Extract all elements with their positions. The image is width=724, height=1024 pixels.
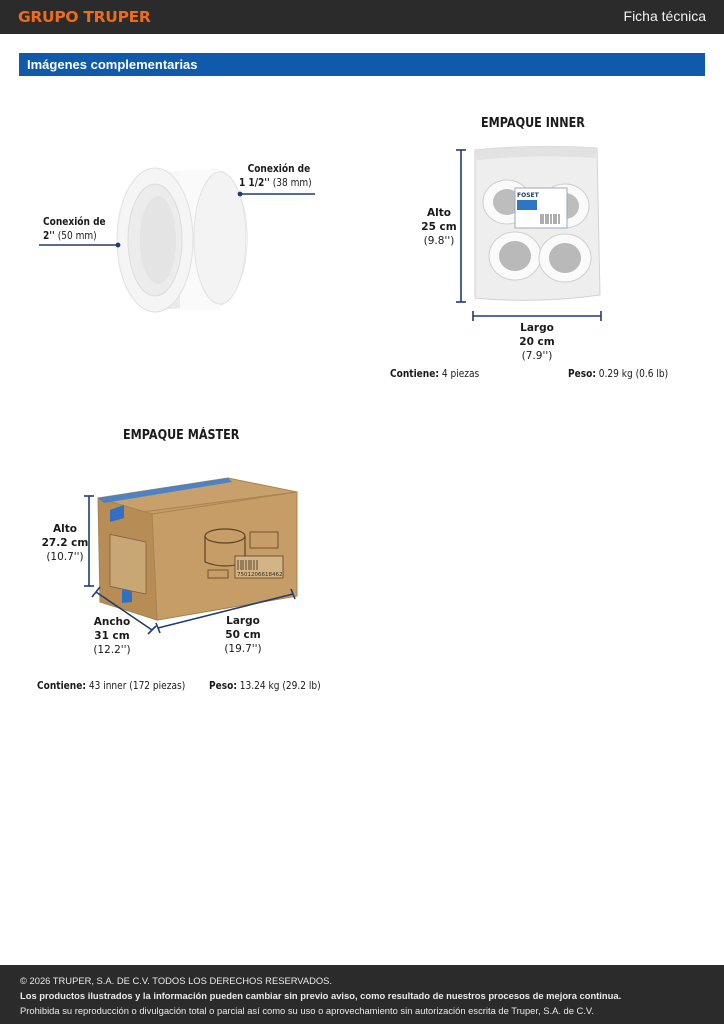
footer <box>0 965 724 1024</box>
master-alto-imperial: (10.7'') <box>46 551 84 563</box>
master-alto-title: Alto <box>53 523 77 535</box>
footer-prohibition: Prohibida su reproducción o divulgación total o parcial así como su uso o aprovechamiento sin autorización escrita de Truper, S.A. de C.V. <box>20 1005 594 1016</box>
inner-weight <box>568 367 668 381</box>
box-barcode-text: 7501206618462 <box>237 572 283 578</box>
master-ancho-label <box>86 615 138 657</box>
master-alto-label <box>39 522 91 564</box>
connection-right-label <box>239 162 312 190</box>
connection-right-title: Conexión de <box>247 163 311 175</box>
inner-contains <box>390 367 479 381</box>
master-weight-value: 13.24 kg (29.2 lb) <box>239 680 321 692</box>
master-largo-value: 50 cm <box>225 629 261 641</box>
master-largo-label <box>217 614 269 656</box>
master-alto-value: 27.2 cm <box>41 537 89 549</box>
sheet-type-label: Ficha técnica <box>623 8 706 24</box>
inner-largo-value: 20 cm <box>519 336 555 348</box>
inner-alto-label <box>414 206 464 248</box>
connection-left-label <box>43 215 106 243</box>
master-largo-title: Largo <box>226 615 260 627</box>
master-title: EMPAQUE MÁSTER <box>123 428 240 443</box>
connection-right-metric: (38 mm) <box>272 177 312 189</box>
connection-left-metric: (50 mm) <box>57 230 97 242</box>
section-title: Imágenes complementarias <box>27 57 198 72</box>
inner-alto-value: 25 cm <box>421 221 457 233</box>
master-box-image <box>80 470 305 635</box>
inner-contains-value: 4 piezas <box>441 368 480 380</box>
inner-largo-imperial: (7.9'') <box>521 350 553 362</box>
master-ancho-value: 31 cm <box>94 630 130 642</box>
section-banner <box>19 53 705 76</box>
inner-largo-label <box>512 321 562 363</box>
inner-weight-label: Peso: <box>568 368 596 380</box>
inner-alto-title: Alto <box>427 207 451 219</box>
master-contains <box>37 679 185 693</box>
master-weight-label: Peso: <box>209 680 237 692</box>
master-largo-imperial: (19.7'') <box>224 643 262 655</box>
inner-title: EMPAQUE INNER <box>481 116 585 131</box>
master-contains-label: Contiene: <box>37 680 86 692</box>
inner-contains-label: Contiene: <box>390 368 439 380</box>
inner-alto-imperial: (9.8'') <box>423 235 455 247</box>
master-ancho-imperial: (12.2'') <box>93 644 131 656</box>
connection-right-size: 1 1/2'' <box>239 177 270 189</box>
inner-largo-title: Largo <box>520 322 554 334</box>
footer-copyright: © 2026 TRUPER, S.A. DE C.V. TODOS LOS DERECHOS RESERVADOS. <box>20 975 333 986</box>
inner-weight-value: 0.29 kg (0.6 lb) <box>598 368 669 380</box>
master-weight <box>209 679 321 693</box>
inner-package-image <box>455 140 615 325</box>
connection-left-size: 2'' <box>43 230 55 242</box>
master-ancho-title: Ancho <box>93 616 131 628</box>
brand-logo: GRUPO TRUPER <box>18 8 151 26</box>
master-contains-value: 43 inner (172 piezas) <box>88 680 186 692</box>
connection-left-title: Conexión de <box>43 216 106 228</box>
footer-notice: Los productos ilustrados y la información pueden cambiar sin previo aviso, como resultado de nuestros procesos de mejora continua. <box>20 990 622 1001</box>
inner-bag-brand: FOSET <box>517 192 539 199</box>
